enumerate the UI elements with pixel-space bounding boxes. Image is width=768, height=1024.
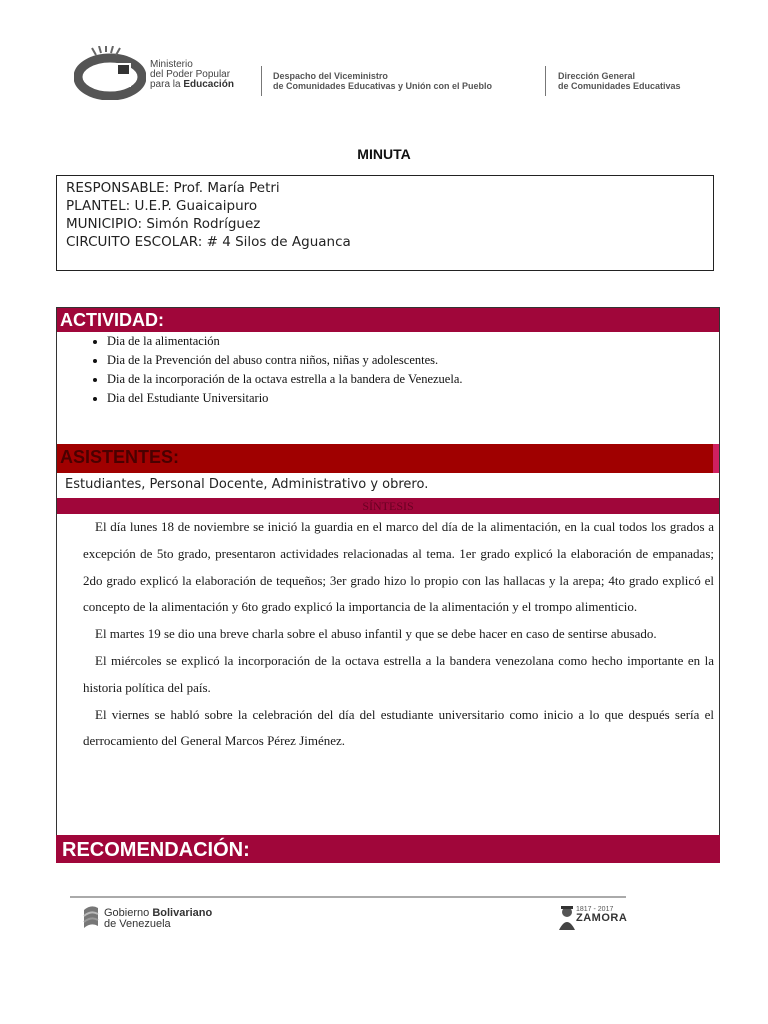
header-divider [261, 66, 262, 96]
sintesis-paragraph: El miércoles se explicó la incorporación de la octava estrella a la bandera venezolana como hecho importante en la historia política del país. [83, 652, 714, 695]
gobierno-bold: Bolivariano [152, 907, 213, 919]
despacho-text [273, 71, 492, 91]
actividad-item: • Dia del Estudiante Universitario [107, 389, 719, 408]
info-plantel: PLANTEL: U.E.P. Guaicaipuro [66, 198, 258, 214]
ministry-line-1: Ministerio [150, 59, 193, 70]
main-section [56, 307, 720, 863]
sintesis-paragraph: El viernes se habló sobre la celebración del día del estudiante universitario como inicio a lo que después sería el derrocamiento del General Marcos Pérez Jiménez. [83, 706, 714, 749]
actividad-heading: ACTIVIDAD: [57, 308, 719, 332]
ministry-bold: Educación [183, 79, 234, 90]
zamora-name: ZAMORA [576, 912, 628, 924]
zamora-text [576, 906, 627, 922]
actividad-item: • Dia de la incorporación de la octava estrella a la bandera de Venezuela. [107, 370, 719, 389]
actividad-list [57, 332, 719, 444]
sintesis-body [57, 514, 719, 824]
sintesis-heading: SÍNTESIS [57, 498, 719, 514]
ministry-line-2: del Poder Popular [150, 69, 231, 80]
gobierno-flag-icon [82, 904, 100, 930]
ministry-logo-icon [74, 46, 146, 100]
despacho-line-2: de Comunidades Educativas y Unión con el Pueblo [273, 81, 493, 91]
info-box [56, 175, 714, 271]
ministry-name [150, 60, 234, 90]
ministry-line-3 [150, 80, 234, 90]
zamora-years: 1817 - 2017 [576, 906, 614, 913]
despacho-line-1: Despacho del Viceministro [273, 71, 388, 81]
gobierno-line-2: de Venezuela [104, 918, 171, 930]
direccion-text [558, 71, 681, 91]
direccion-line-1: Dirección General [558, 71, 636, 81]
direccion-line-2: de Comunidades Educativas [558, 81, 681, 91]
asistentes-heading: ASISTENTES: [57, 444, 719, 473]
info-responsable: RESPONSABLE: Prof. María Petri [66, 180, 280, 196]
recomendacion-heading: RECOMENDACIÓN: [56, 835, 720, 863]
actividad-item: • Dia de la alimentación [107, 332, 719, 351]
ministry-prefix: para la [150, 79, 184, 90]
info-circuito: CIRCUITO ESCOLAR: # 4 Silos de Aguanca [66, 234, 351, 250]
document-title: MINUTA [357, 146, 411, 162]
gobierno-prefix: Gobierno [104, 907, 153, 919]
info-municipio: MUNICIPIO: Simón Rodríguez [66, 216, 261, 232]
header-divider [545, 66, 546, 96]
sintesis-paragraph: El martes 19 se dio una breve charla sobre el abuso infantil y que se debe hacer en caso de sentirse abusado. [95, 626, 657, 642]
actividad-item: • Dia de la Prevención del abuso contra niños, niñas y adolescentes. [107, 351, 719, 370]
sintesis-paragraph: El día lunes 18 de noviembre se inició la guardia en el marco del día de la alimentación, en la cual todos los grados a excepción de 5to grado, presentaron actividades relacionadas al tema. 1er grado explicó la elaboración de empanadas; 2do grado explicó la elaboración de tequeños; 3er grado hizo lo propio con las hallacas y la arepa; 4to grado explicó el concepto de la alimentación y 6to grado explicó la importancia de la alimentación y el trompo alimenticio. [83, 519, 714, 615]
gobierno-text [104, 908, 212, 930]
asistentes-text: Estudiantes, Personal Docente, Administrativo y obrero. [65, 477, 429, 492]
zamora-portrait-icon [558, 904, 576, 930]
footer-line [70, 896, 626, 898]
